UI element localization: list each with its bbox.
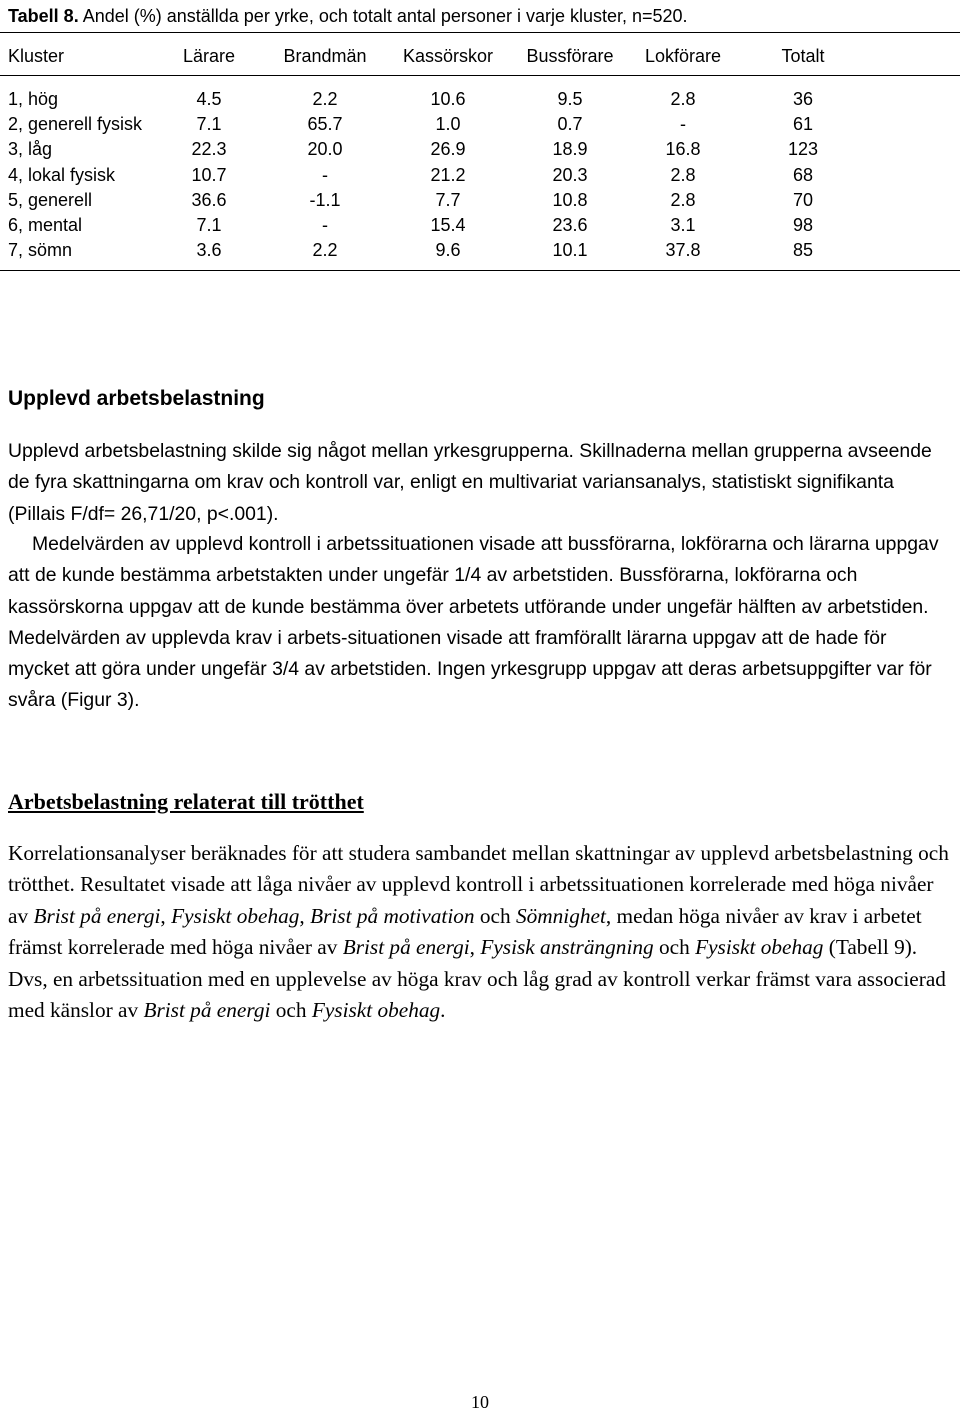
table-cell-kluster: 7, sömn [8,240,73,261]
table-cell: 7.1 [196,215,222,235]
emphasis-term: Fysiskt obehag [171,903,300,928]
table-top-rule [0,32,960,33]
emphasis-term: Brist på energi [33,903,161,928]
table-cell: -1.1 [309,189,341,210]
emphasis-term: Fysiskt obehag [311,998,441,1023]
section-heading-trotthet: Arbetsbelastning relaterat till trötthet [8,789,364,814]
paragraph-trotthet [8,838,953,1026]
table-cell: 123 [787,139,819,160]
table-cell: 10.6 [430,89,466,109]
table-cell: 10.7 [191,164,227,185]
table-cell: 9.6 [435,240,461,261]
text-run: , [299,903,311,928]
table-cell: 16.8 [665,139,701,160]
table-cell: 1.0 [435,114,461,135]
paragraph-upplevd-1: Upplevd arbetsbelastning skilde sig något mellan yrkesgrupperna. Skillnaderna mellan grupperna avseende de fyra skattningarna om krav och kontroll var, enligt en multivariat variansanalys, statistiskt signifikanta (Pillais F/df= 26,71/20, p<.001). [8,440,932,525]
table-cell-kluster: 4, lokal fysisk [8,164,116,185]
header-kluster: Kluster [8,46,65,66]
table-cell: 98 [792,215,814,235]
table-cell: 2.8 [670,189,696,210]
text-run: Korrelationsanalyser beräknades för att studera sambandet mellan skattningar av upplevd arbetsbelastning och trötthet. Resultatet visade att låga nivåer av upplevd kontroll i arbetssituationen korrelerade med höga nivåer av [8,841,949,928]
emphasis-term: Brist på energi [342,935,470,960]
table-caption [8,4,688,28]
table-cell-kluster: 2, generell fysisk [8,114,143,135]
table-cell: 2.8 [670,89,696,109]
table-cell: 20.0 [307,139,343,160]
text-run: , [160,903,172,928]
emphasis-term: Sömnighet [515,903,606,928]
emphasis-term: Fysisk ansträngning [480,935,654,960]
table-caption-text: Andel (%) anställda per yrke, och totalt antal personer i varje kluster, n=520. [78,6,688,26]
paragraph-upplevd-2: Medelvärden av upplevd kontroll i arbetssituationen visade att bussförarna, lokförarna och lärarna uppgav att de kunde bestämma arbetstakten under ungefär 1/4 av arbetstiden. Bussförarna, lokförarna och kassörskorna uppgav att de kunde bestämma över arbetets utförande under ungefär hälften av arbetstiden. Medelvärden av upplevda krav i arbets-situationen visade att framförallt lärarna uppgav att de hade för mycket att göra under ungefär 3/4 av arbetstiden. Ingen yrkesgrupp uppgav att deras arbetsuppgifter var för svåra (Figur 3). [8,533,939,712]
table-cell: 2.8 [670,164,696,185]
table-cell: 23.6 [552,215,588,235]
table-cell: 36 [792,89,814,109]
section-heading-upplevd: Upplevd arbetsbelastning [8,387,265,410]
page-number: 10 [471,1392,489,1412]
table-cell: 3.6 [196,240,222,261]
table-cell: 61 [792,114,814,135]
text-run: (Tabell 9). Dvs, en arbetssituation med en upplevelse av höga krav och låg grad av kontroll verkar främst vara associerad med känslor av [8,935,946,1023]
table-cell: 68 [792,164,814,185]
table-cell: 0.7 [557,114,583,135]
table-cell: 26.9 [430,139,466,160]
table-cell: 3.1 [670,215,696,235]
emphasis-term: Brist på motivation [310,903,475,928]
table-cell: 70 [792,189,814,210]
emphasis-term: Brist på energi [143,998,271,1023]
text-run: . [440,998,446,1023]
emphasis-term: Fysiskt obehag [695,935,824,960]
table-cell: 21.2 [430,164,466,185]
header-totalt: Totalt [781,46,825,66]
table-cell: 9.5 [557,89,583,109]
table-cell: 7.1 [196,114,222,135]
table-caption-label: Tabell 8. [8,6,79,26]
table-cell: - [322,164,328,185]
header-lokforare: Lokförare [644,46,722,66]
table-cell: 2.2 [312,89,338,109]
header-brandman: Brandmän [283,46,367,66]
table-cell-kluster: 6, mental [8,215,83,235]
table-cell: 4.5 [196,89,222,109]
table-cell: 18.9 [552,139,588,160]
text-run: , [469,935,481,960]
table-cell-kluster: 3, låg [8,139,53,160]
table-cell: 22.3 [191,139,227,160]
text-run: och [270,998,312,1023]
table-cell: 10.1 [552,240,588,261]
header-bussforare: Bussförare [526,46,614,66]
table-cell: 36.6 [191,189,227,210]
text-run: , medan höga nivåer av krav i arbetet främst korrelerade med höga nivåer av [8,903,922,960]
table-cell: 85 [792,240,814,261]
table-cell: - [322,215,328,235]
table-cell: 2.2 [312,240,338,261]
table-cell: - [680,114,686,135]
table-bottom-rule [0,270,960,271]
table-cell: 15.4 [430,215,466,235]
header-larare: Lärare [182,46,236,66]
text-run: och [474,903,516,928]
table-header-rule [0,75,960,76]
table-cell: 20.3 [552,164,588,185]
text-run: och [653,935,696,960]
table-cell: 65.7 [307,114,343,135]
table-cell: 7.7 [435,189,461,210]
table-cell-kluster: 1, hög [8,89,59,109]
header-kassorskor: Kassörskor [402,46,494,66]
table-cell-kluster: 5, generell [8,189,93,210]
table-cell: 10.8 [552,189,588,210]
table-cell: 37.8 [665,240,701,261]
